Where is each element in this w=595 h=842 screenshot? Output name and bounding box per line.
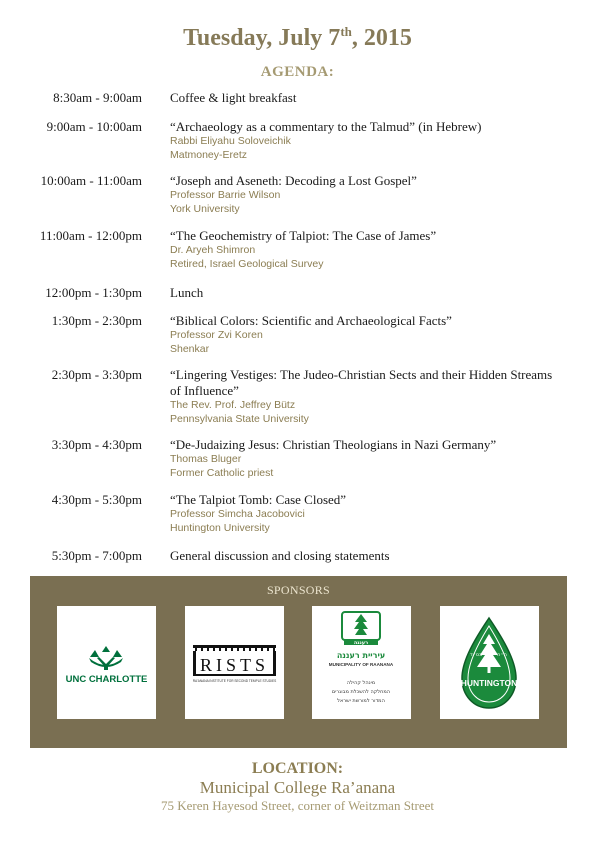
raanana-municipality-logo-icon — [312, 606, 411, 719]
agenda-title: Coffee & light breakfast — [170, 90, 297, 105]
agenda-affiliation: Former Catholic priest — [170, 466, 274, 479]
agenda-affiliation: Shenkar — [170, 342, 210, 355]
agenda-affiliation: Huntington University — [170, 521, 270, 534]
unc-charlotte-logo-icon — [57, 606, 156, 719]
agenda-title: “The Geochemistry of Talpiot: The Case of James” — [170, 228, 437, 243]
agenda-affiliation: Matmoney-Eretz — [170, 148, 248, 161]
agenda-title: “De-Judaizing Jesus: Christian Theologians in Nazi Germany” — [170, 437, 497, 452]
agenda-affiliation: York University — [170, 202, 240, 215]
sponsors-heading: SPONSORS — [266, 583, 331, 597]
agenda-title: “The Talpiot Tomb: Case Closed” — [170, 492, 347, 507]
svg-text:UNC CHARLOTTE: UNC CHARLOTTE — [65, 674, 148, 685]
agenda-title: “Archaeology as a commentary to the Talmud” (in Hebrew) — [170, 119, 482, 134]
page-title: Tuesday, July 7th, 2015 — [183, 24, 412, 51]
agenda-time: 8:30am - 9:00am — [53, 90, 142, 105]
svg-text:MUNICIPALITY OF RAANANA: MUNICIPALITY OF RAANANA — [328, 662, 394, 667]
agenda-time: 4:30pm - 5:30pm — [51, 492, 142, 507]
agenda-time: 3:30pm - 4:30pm — [51, 437, 142, 452]
agenda-speaker: Professor Simcha Jacobovici — [170, 508, 305, 520]
agenda-heading: AGENDA: — [260, 64, 335, 80]
agenda-time: 12:00pm - 1:30pm — [45, 285, 142, 300]
agenda-speaker: Professor Barrie Wilson — [170, 189, 281, 201]
agenda-title: “Biblical Colors: Scientific and Archaeological Facts” — [170, 313, 452, 328]
agenda-time: 10:00am - 11:00am — [40, 173, 142, 188]
svg-text:עיריית רעננה: עיריית רעננה — [336, 651, 386, 660]
svg-text:המחלקה להשכלת מבוגרים: המחלקה להשכלת מבוגרים — [331, 689, 391, 695]
rists-logo-icon — [185, 606, 284, 719]
location-address: 75 Keren Hayesod Street, corner of Weitzman Street — [160, 798, 435, 813]
agenda-title: Lunch — [170, 285, 204, 300]
svg-text:המדור למורשת ישראל: המדור למורשת ישראל — [337, 698, 385, 704]
svg-text:רעננה: רעננה — [353, 640, 369, 646]
agenda-speaker: The Rev. Prof. Jeffrey Bütz — [170, 399, 296, 411]
huntington-logo-icon — [440, 606, 539, 719]
svg-text:HUNTINGTON: HUNTINGTON — [460, 678, 518, 688]
agenda-speaker: Dr. Aryeh Shimron — [170, 244, 256, 256]
location-name: Municipal College Ra’anana — [199, 778, 396, 797]
agenda-time: 2:30pm - 3:30pm — [51, 367, 142, 382]
svg-text:בס״ד: בס״ד — [469, 652, 483, 658]
svg-text:RISTS: RISTS — [199, 655, 270, 675]
location-heading: LOCATION: — [251, 760, 344, 777]
svg-text:RA'ANANA INSTITUTE FOR SECOND: RA'ANANA INSTITUTE FOR SECOND TEMPLE STUDIES — [192, 679, 277, 683]
agenda-time: 9:00am - 10:00am — [46, 119, 142, 134]
sponsors-banner — [30, 576, 567, 748]
agenda-title: General discussion and closing statements — [170, 548, 390, 563]
agenda-time: 1:30pm - 2:30pm — [51, 313, 142, 328]
agenda-time: 5:30pm - 7:00pm — [51, 548, 142, 563]
agenda-speaker: Thomas Bluger — [170, 453, 242, 465]
svg-text:מינהל קהילה: מינהל קהילה — [346, 680, 376, 686]
agenda-title: “Joseph and Aseneth: Decoding a Lost Gospel” — [170, 173, 417, 188]
agenda-title: “Lingering Vestiges: The Judeo-Christian Sects and their Hidden Streams of Influence” — [170, 367, 553, 398]
agenda-speaker: Professor Zvi Koren — [170, 329, 263, 341]
svg-text:ה״ה: ה״ה — [497, 652, 507, 658]
agenda-time: 11:00am - 12:00pm — [39, 228, 142, 243]
agenda-affiliation: Pennsylvania State University — [170, 412, 309, 425]
agenda-affiliation: Retired, Israel Geological Survey — [170, 257, 324, 270]
agenda-speaker: Rabbi Eliyahu Soloveichik — [170, 135, 291, 147]
